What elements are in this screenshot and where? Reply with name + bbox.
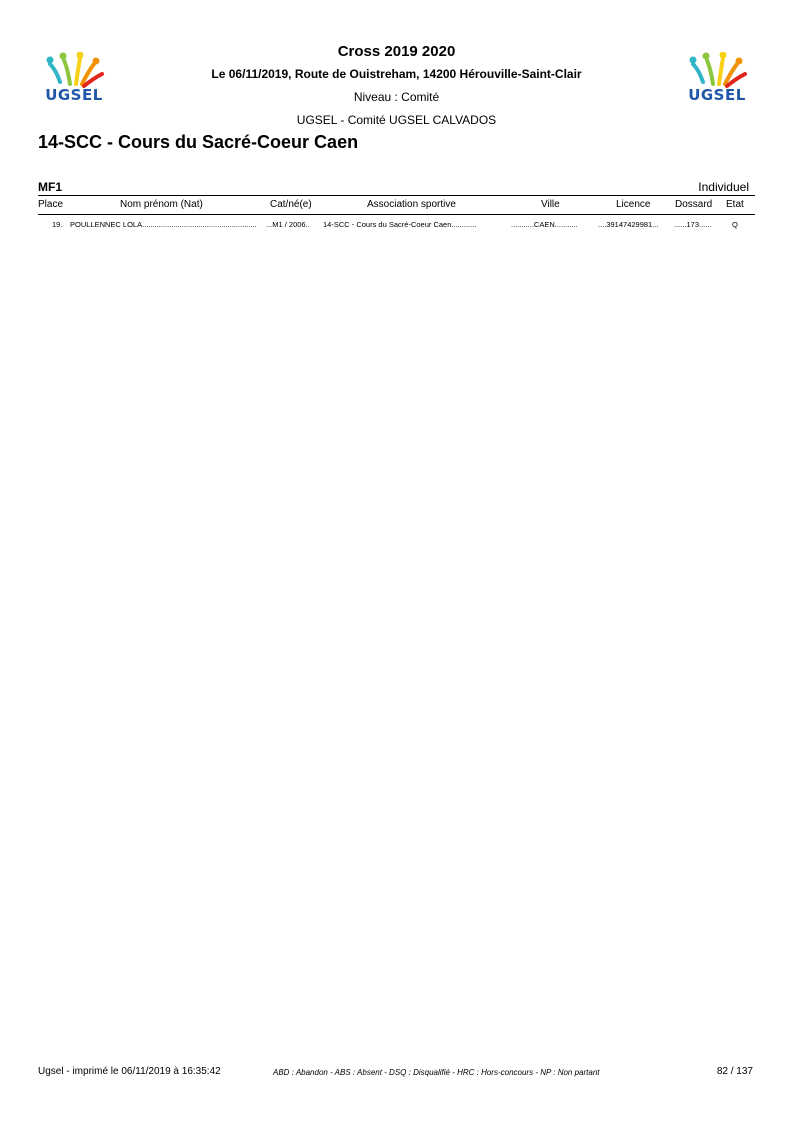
- abbreviation-legend: ABD : Abandon - ABS : Absent - DSQ : Disqualifié - HRC : Hors-concours - NP : Non partant: [273, 1068, 600, 1077]
- results-section: [38, 176, 755, 233]
- table-row: [38, 215, 755, 233]
- race-type-label: Individuel: [698, 180, 749, 194]
- col-association: Association sportive: [367, 199, 456, 210]
- col-cat: Cat/né(e): [270, 199, 312, 210]
- event-level: Niveau : Comité: [353, 90, 440, 104]
- cell-licence: ....39147429981...: [598, 220, 659, 229]
- col-ville: Ville: [541, 199, 560, 210]
- event-date-location: Le 06/11/2019, Route de Ouistreham, 14200 Hérouville-Saint-Clair: [211, 67, 582, 81]
- cell-place: 19.: [52, 220, 63, 229]
- logo-text: UGSEL: [688, 86, 746, 104]
- col-name: Nom prénom (Nat): [120, 199, 203, 210]
- col-licence: Licence: [616, 199, 651, 210]
- page-number: 82 / 137: [716, 1066, 753, 1077]
- cell-ville: ...........CAEN...........: [511, 220, 578, 229]
- col-place: Place: [38, 199, 64, 210]
- event-title: Cross 2019 2020: [337, 43, 456, 60]
- logo-text: UGSEL: [45, 86, 103, 104]
- table-header: [38, 196, 755, 215]
- club-title: 14-SCC - Cours du Sacré-Coeur Caen: [38, 132, 359, 152]
- document-header: [0, 42, 793, 132]
- cell-cat: ...M1 / 2006..: [266, 220, 310, 229]
- section-header: [38, 176, 755, 196]
- cell-etat: Q: [732, 220, 738, 229]
- print-timestamp: Ugsel - imprimé le 06/11/2019 à 16:35:42: [38, 1066, 221, 1077]
- cell-association: 14-SCC - Cours du Sacré-Coeur Caen............: [323, 220, 477, 229]
- event-organization: UGSEL - Comité UGSEL CALVADOS: [296, 113, 497, 127]
- cell-name: POULLENNEC LOLA.......................................................: [70, 220, 257, 229]
- col-etat: Etat: [726, 199, 744, 210]
- col-dossard: Dossard: [675, 199, 713, 210]
- cell-dossard: ......173......: [674, 220, 712, 229]
- page-footer: [38, 1066, 755, 1082]
- category-label: MF1: [38, 180, 62, 194]
